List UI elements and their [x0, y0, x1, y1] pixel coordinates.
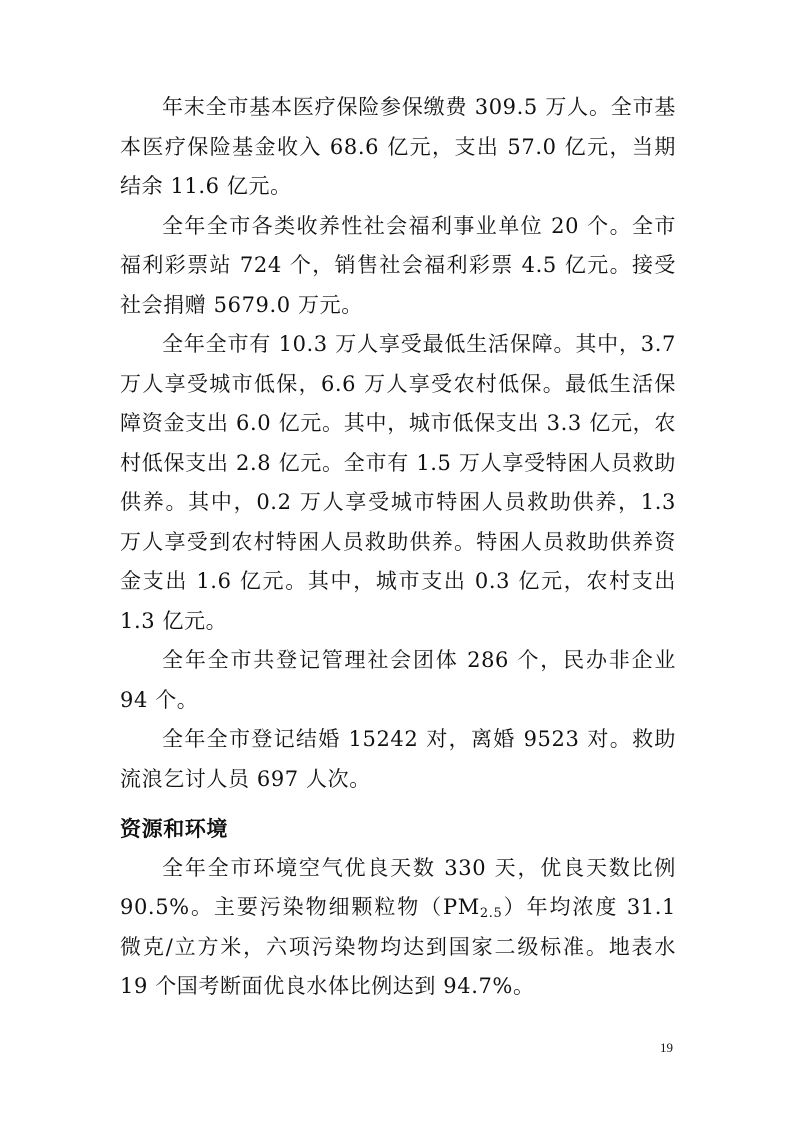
paragraph-social-organizations: 全年全市共登记管理社会团体 286 个，民办非企业 94 个。 [120, 648, 676, 712]
paragraph-air-water-quality [120, 849, 676, 1007]
paragraph-social-welfare: 全年全市各类收养性社会福利事业单位 20 个。全市福利彩票站 724 个，销售社会福利彩票 4.5 亿元。接受社会捐赠 5679.0 万元。 [120, 213, 676, 317]
paragraph-marriage-registration: 全年全市登记结婚 15242 对，离婚 9523 对。救助流浪乞讨人员 697 人次。 [120, 727, 676, 791]
section-heading-resources-environment: 资源和环境 [120, 816, 228, 841]
page-content [120, 88, 676, 1007]
pm-subscript: 2.5 [479, 906, 503, 921]
paragraph-medical-insurance: 年末全市基本医疗保险参保缴费 309.5 万人。全市基本医疗保险基金收入 68.6 亿元，支出 57.0 亿元，当期结余 11.6 亿元。 [120, 95, 676, 198]
page-number: 19 [660, 1040, 673, 1055]
air-quality-text-end: ）年均浓度 31.1 微克/立方米，六项污染物均达到国家二级标准。地表水 19 个国考断面优良水体比例达到 94.7%。 [120, 895, 676, 998]
paragraph-minimum-living-security: 全年全市有 10.3 万人享受最低生活保障。其中，3.7 万人享受城市低保，6.6 万人享受农村低保。最低生活保障资金支出 6.0 亿元。其中，城市低保支出 3.3 亿元，农村低保支出 2.8 亿元。全市有 1.5 万人享受特困人员救助供养。其中，0.2 万人享受城市特困人员救助供养，1.3 万人享受到农村特困人员救助供养。特困人员救助供养资金支出 1.6 亿元。其中，城市支出 0.3 亿元，农村支出 1.3 亿元。 [120, 332, 676, 633]
air-quality-text-start: 全年全市环境空气优良天数 330 天，优良天数比例 90.5%。主要污染物细颗粒物（PM [120, 855, 676, 919]
